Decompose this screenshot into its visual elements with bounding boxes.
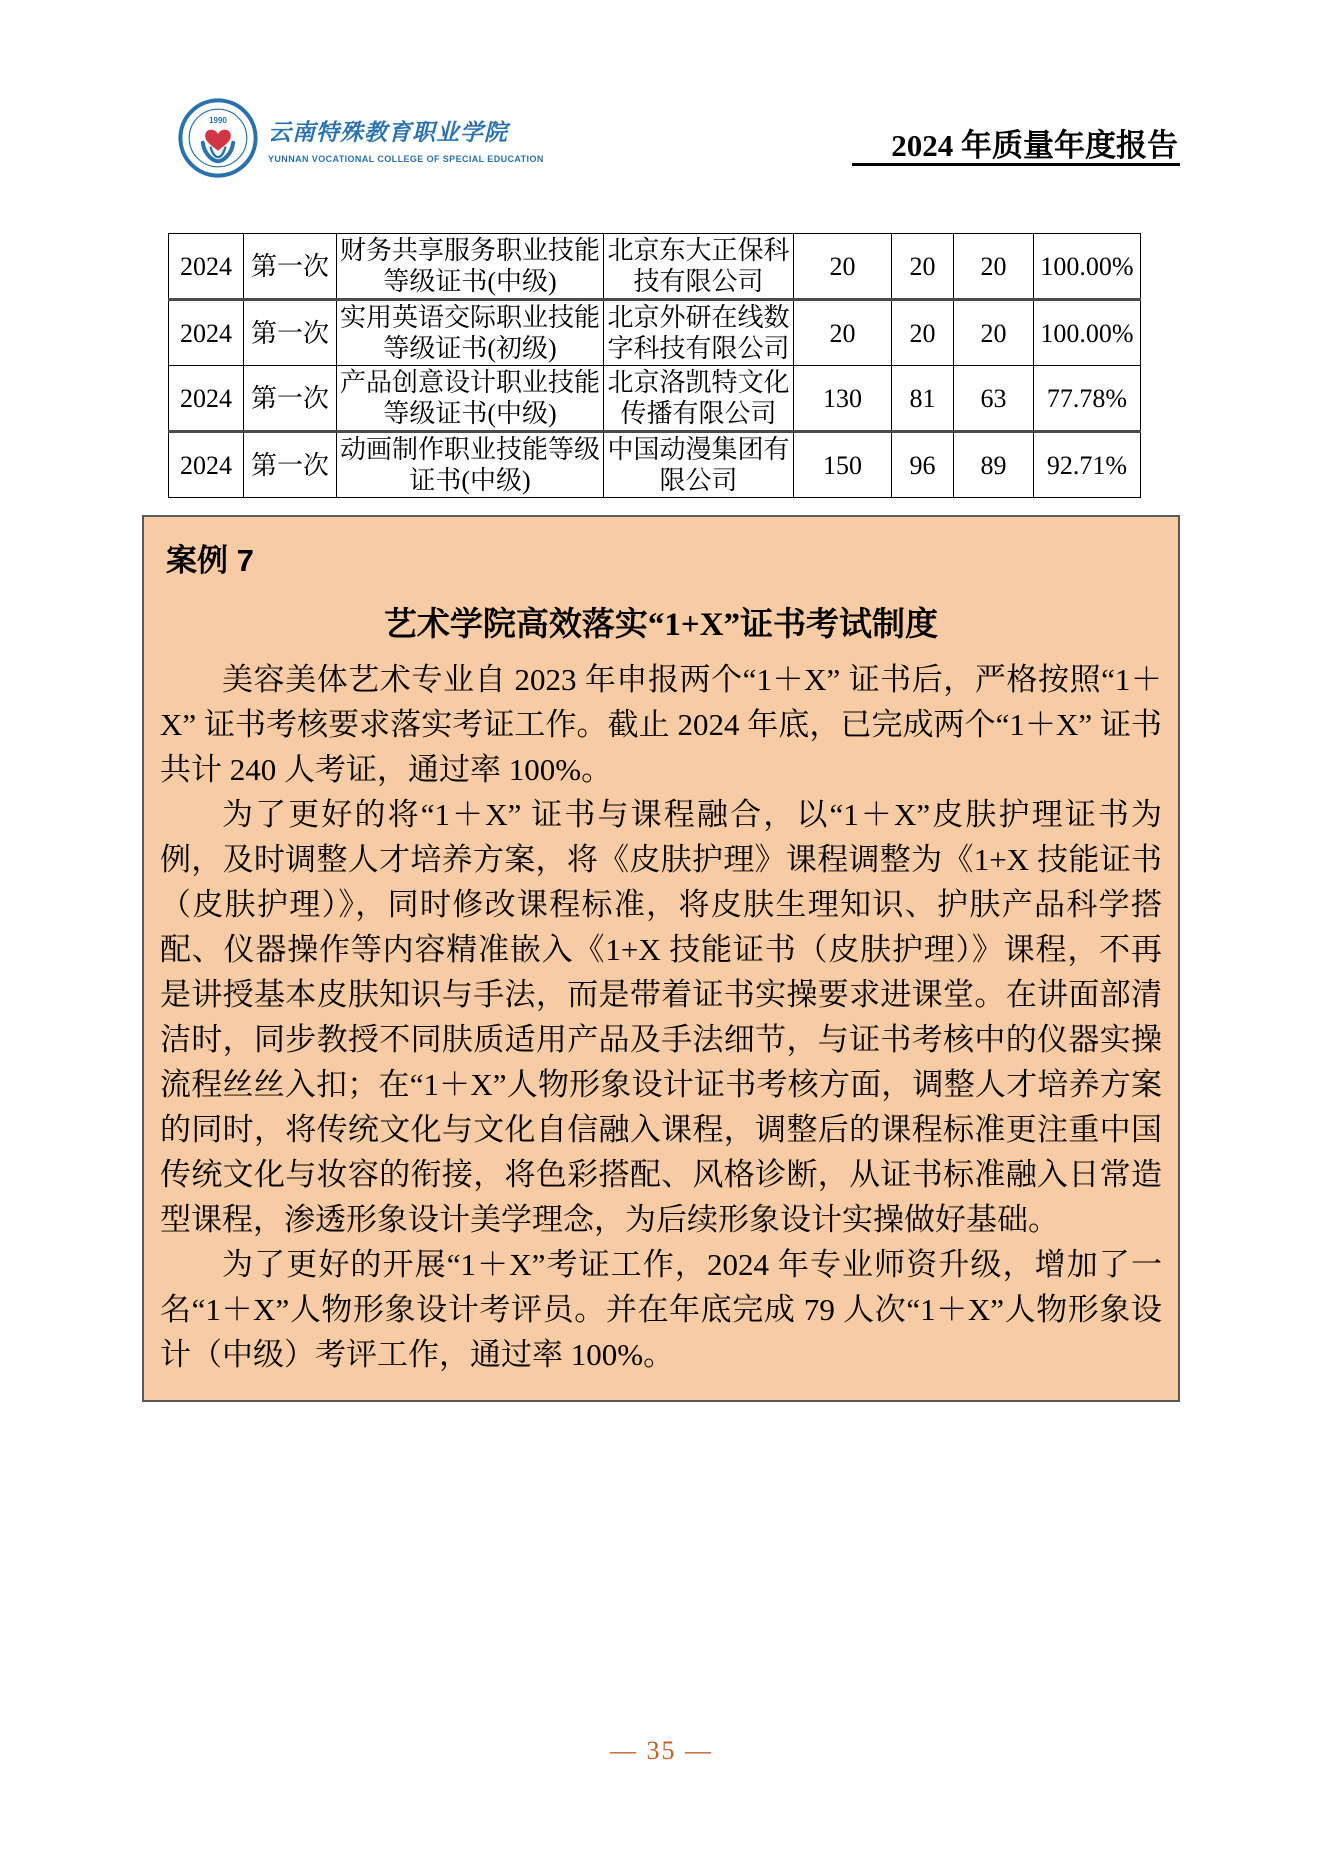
cell-certificate: 产品创意设计职业技能等级证书(中级) xyxy=(337,366,604,432)
college-name-zh: 云南特殊教育职业学院 xyxy=(268,120,508,146)
case-paragraph: 为了更好的将“1＋X” 证书与课程融合，以“1＋X”皮肤护理证书为例，及时调整人才培养方案，将《皮肤护理》课程调整为《1+X 技能证书（皮肤护理）》，同时修改课程标准，将皮肤生理知识、护肤产品科学搭配、仪器操作等内容精准嵌入《1+X 技能证书（皮肤护理）》课程，不再是讲授基本皮肤知识与手法，而是带着证书实操要求进课堂。在讲面部清洁时，同步教授不同肤质适用产品及手法细节，与证书考核中的仪器实操流程丝丝入扣；在“1＋X”人物形象设计证书考核方面，调整人才培养方案的同时，将传统文化与文化自信融入课程，调整后的课程标准更注重中国传统文化与妆容的衔接，将色彩搭配、风格诊断，从证书标准融入日常造型课程，渗透形象设计美学理念，为后续形象设计实操做好基础。 xyxy=(160,797,1162,1237)
college-name-block xyxy=(268,114,544,164)
cell-taken: 20 xyxy=(892,234,954,300)
cell-rate: 100.00% xyxy=(1034,234,1141,300)
table-row xyxy=(169,432,1141,498)
report-title: 2024 年质量年度报告 xyxy=(891,128,1178,163)
cell-certificate: 财务共享服务职业技能等级证书(中级) xyxy=(337,234,604,300)
cell-passed: 20 xyxy=(954,300,1034,366)
cell-passed: 63 xyxy=(954,366,1034,432)
table-row xyxy=(169,300,1141,366)
cell-session: 第一次 xyxy=(244,234,337,300)
cell-certificate: 动画制作职业技能等级证书(中级) xyxy=(337,432,604,498)
cell-passed: 20 xyxy=(954,234,1034,300)
cell-company: 北京外研在线数字科技有限公司 xyxy=(604,300,794,366)
table-row xyxy=(169,234,1141,300)
cell-year: 2024 xyxy=(169,432,244,498)
case-paragraph: 美容美体艺术专业自 2023 年申报两个“1＋X” 证书后，严格按照“1＋X” 证书考核要求落实考证工作。截止 2024 年底，已完成两个“1＋X” 证书共计 240 人考证，通过率 100%。 xyxy=(160,662,1162,787)
cell-year: 2024 xyxy=(169,300,244,366)
cell-applied: 20 xyxy=(794,234,892,300)
cell-rate: 92.71% xyxy=(1034,432,1141,498)
emblem-year-text: 1990 xyxy=(209,115,227,125)
cell-applied: 20 xyxy=(794,300,892,366)
cell-taken: 20 xyxy=(892,300,954,366)
cell-year: 2024 xyxy=(169,366,244,432)
case-box xyxy=(142,515,1180,1402)
case-title: 艺术学院高效落实“1+X”证书考试制度 xyxy=(383,607,939,643)
cell-applied: 130 xyxy=(794,366,892,432)
cell-taken: 96 xyxy=(892,432,954,498)
cell-company: 北京洛凯特文化传播有限公司 xyxy=(604,366,794,432)
case-label: 案例 7 xyxy=(166,543,254,578)
college-emblem-icon xyxy=(178,98,258,178)
certificate-table xyxy=(168,233,1141,498)
cell-session: 第一次 xyxy=(244,366,337,432)
college-name-en: YUNNAN VOCATIONAL COLLEGE OF SPECIAL EDUCATION xyxy=(268,154,544,164)
case-paragraph: 为了更好的开展“1＋X”考证工作，2024 年专业师资升级，增加了一名“1＋X”人物形象设计考评员。并在年底完成 79 人次“1＋X”人物形象设计（中级）考评工作，通过率 100%。 xyxy=(160,1247,1162,1372)
table-row xyxy=(169,366,1141,432)
cell-company: 北京东大正保科技有限公司 xyxy=(604,234,794,300)
cell-taken: 81 xyxy=(892,366,954,432)
cell-session: 第一次 xyxy=(244,432,337,498)
cell-applied: 150 xyxy=(794,432,892,498)
cell-company: 中国动漫集团有限公司 xyxy=(604,432,794,498)
college-logo xyxy=(178,98,544,178)
cell-certificate: 实用英语交际职业技能等级证书(初级) xyxy=(337,300,604,366)
cell-passed: 89 xyxy=(954,432,1034,498)
cell-year: 2024 xyxy=(169,234,244,300)
cell-rate: 77.78% xyxy=(1034,366,1141,432)
header-rule xyxy=(852,163,1180,166)
cell-rate: 100.00% xyxy=(1034,300,1141,366)
page-number: — 35 — xyxy=(610,1736,713,1765)
cell-session: 第一次 xyxy=(244,300,337,366)
